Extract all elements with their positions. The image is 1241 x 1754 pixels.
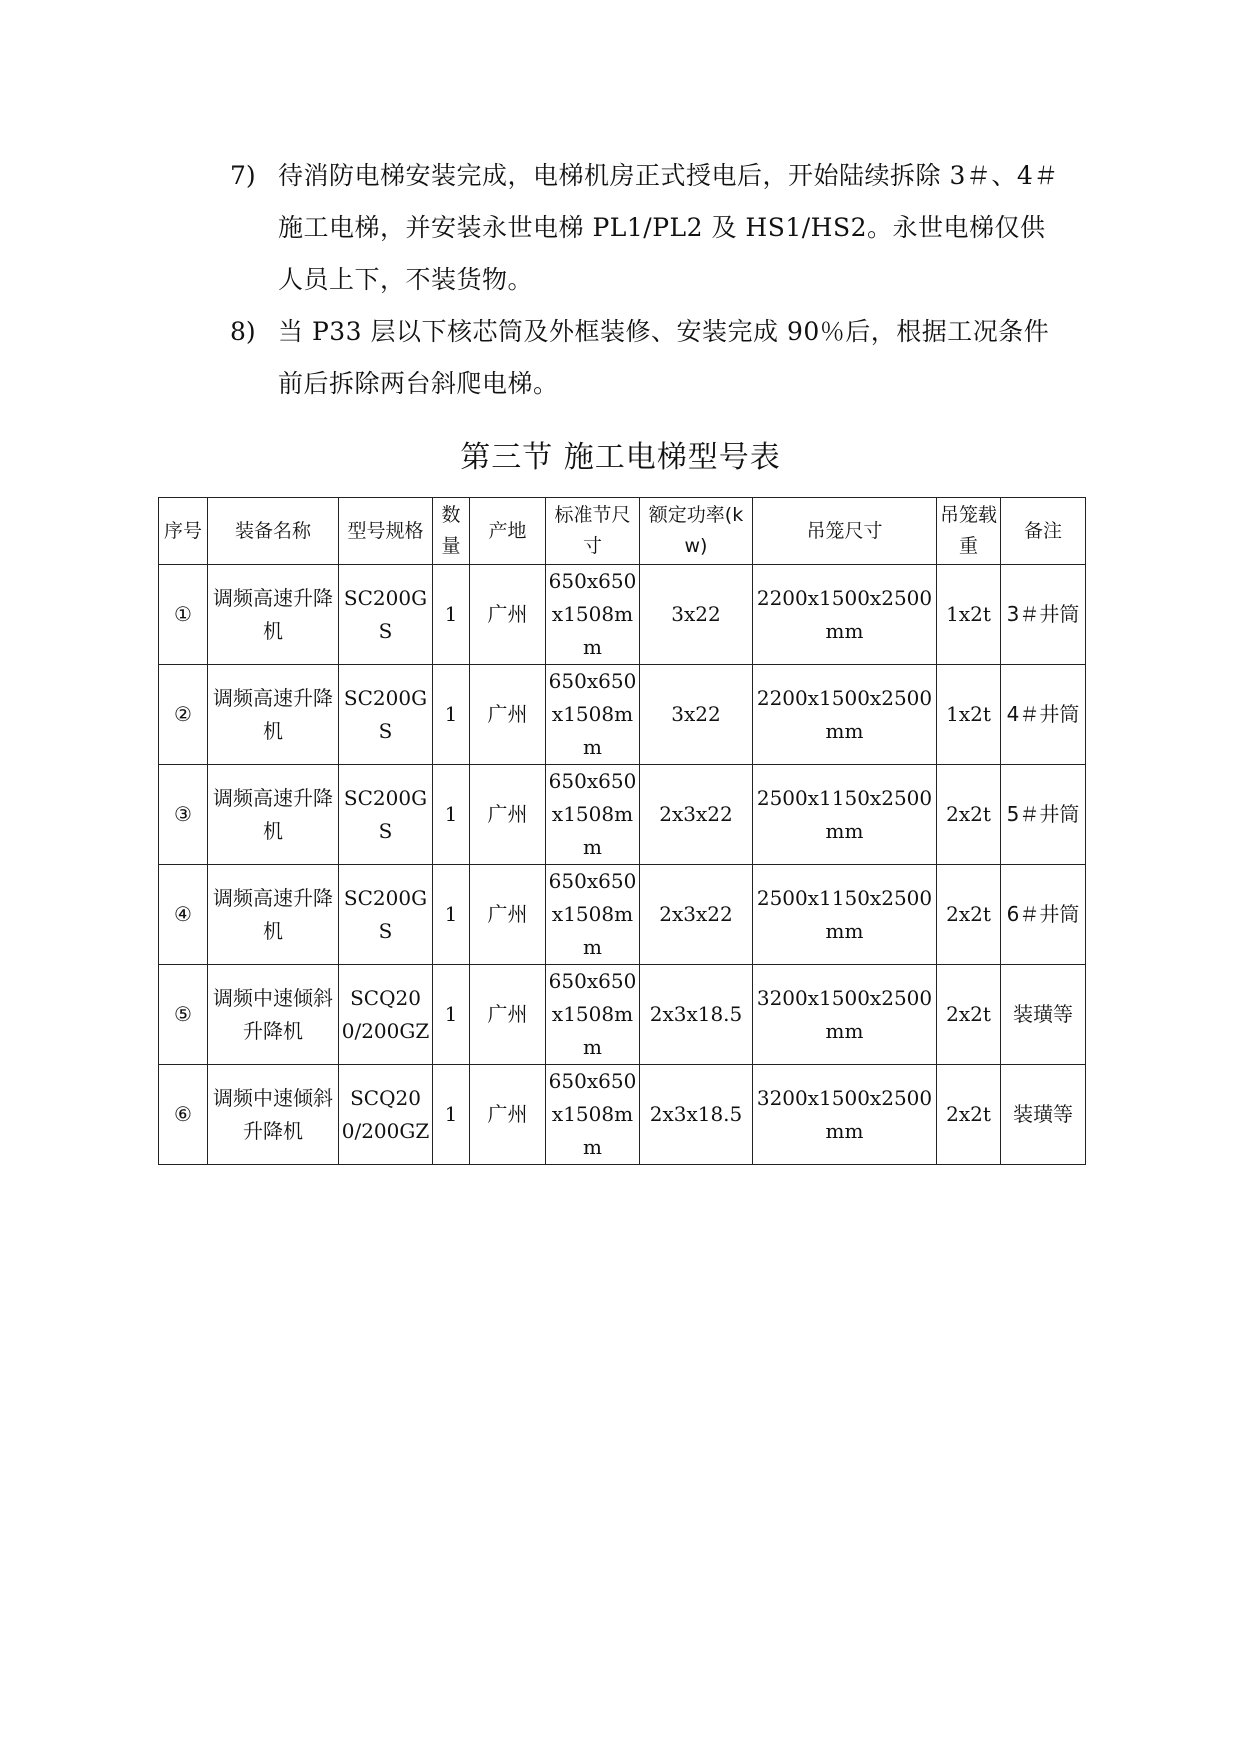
cell-cage-size: 2500x1150x2500mm — [753, 765, 937, 865]
paragraph-number: 8) — [230, 317, 256, 346]
cell-equipment-name: 调频高速升降机 — [208, 665, 339, 765]
cell-cage-load: 1x2t — [937, 665, 1001, 765]
section-title: 第三节 施工电梯型号表 — [460, 440, 781, 475]
cell-cage-size: 3200x1500x2500mm — [753, 965, 937, 1065]
cell-quantity: 1 — [433, 865, 470, 965]
cell-index: ⑥ — [159, 1065, 208, 1165]
cell-quantity: 1 — [433, 965, 470, 1065]
cell-rated-power: 2x3x22 — [640, 865, 753, 965]
header-section-size: 标准节尺寸 — [546, 498, 640, 565]
cell-origin: 广州 — [470, 565, 546, 665]
cell-equipment-name: 调频中速倾斜升降机 — [208, 965, 339, 1065]
elevator-spec-table — [158, 497, 1086, 1165]
cell-remarks: 4＃井筒 — [1001, 665, 1086, 765]
cell-rated-power: 2x3x18.5 — [640, 965, 753, 1065]
header-rated-power: 额定功率(kw) — [640, 498, 753, 565]
cell-section-size: 650x650x1508mm — [546, 565, 640, 665]
cell-equipment-name: 调频高速升降机 — [208, 565, 339, 665]
table-row — [159, 1065, 1086, 1165]
cell-cage-load: 2x2t — [937, 865, 1001, 965]
cell-model: SC200GS — [339, 765, 433, 865]
header-origin: 产地 — [470, 498, 546, 565]
cell-equipment-name: 调频高速升降机 — [208, 865, 339, 965]
cell-cage-load: 1x2t — [937, 565, 1001, 665]
cell-origin: 广州 — [470, 865, 546, 965]
cell-index: ④ — [159, 865, 208, 965]
header-model: 型号规格 — [339, 498, 433, 565]
cell-quantity: 1 — [433, 1065, 470, 1165]
cell-quantity: 1 — [433, 765, 470, 865]
cell-origin: 广州 — [470, 765, 546, 865]
cell-model: SCQ200/200GZ — [339, 965, 433, 1065]
cell-index: ③ — [159, 765, 208, 865]
cell-cage-size: 3200x1500x2500mm — [753, 1065, 937, 1165]
cell-model: SC200GS — [339, 665, 433, 765]
cell-model: SCQ200/200GZ — [339, 1065, 433, 1165]
cell-cage-load: 2x2t — [937, 765, 1001, 865]
cell-section-size: 650x650x1508mm — [546, 1065, 640, 1165]
cell-cage-size: 2500x1150x2500mm — [753, 865, 937, 965]
cell-origin: 广州 — [470, 1065, 546, 1165]
cell-section-size: 650x650x1508mm — [546, 665, 640, 765]
header-cage-load: 吊笼载重 — [937, 498, 1001, 565]
cell-cage-size: 2200x1500x2500mm — [753, 565, 937, 665]
header-cage-size: 吊笼尺寸 — [753, 498, 937, 565]
header-quantity: 数量 — [433, 498, 470, 565]
cell-quantity: 1 — [433, 665, 470, 765]
paragraph-item-7 — [230, 150, 1060, 306]
header-remarks: 备注 — [1001, 498, 1086, 565]
cell-index: ② — [159, 665, 208, 765]
cell-origin: 广州 — [470, 965, 546, 1065]
cell-remarks: 装璜等 — [1001, 965, 1086, 1065]
cell-remarks: 3＃井筒 — [1001, 565, 1086, 665]
table-row — [159, 765, 1086, 865]
paragraph-text: 待消防电梯安装完成，电梯机房正式授电后，开始陆续拆除 3＃、4＃施工电梯，并安装永世电梯 PL1/PL2 及 HS1/HS2。永世电梯仅供人员上下，不装货物。 — [278, 161, 1059, 294]
cell-cage-size: 2200x1500x2500mm — [753, 665, 937, 765]
cell-cage-load: 2x2t — [937, 965, 1001, 1065]
table-header-row — [159, 498, 1086, 565]
cell-index: ⑤ — [159, 965, 208, 1065]
cell-section-size: 650x650x1508mm — [546, 765, 640, 865]
cell-remarks: 6＃井筒 — [1001, 865, 1086, 965]
table-row — [159, 565, 1086, 665]
paragraph-item-8 — [230, 306, 1060, 410]
cell-quantity: 1 — [433, 565, 470, 665]
cell-rated-power: 3x22 — [640, 665, 753, 765]
table-row — [159, 865, 1086, 965]
cell-origin: 广州 — [470, 665, 546, 765]
cell-equipment-name: 调频高速升降机 — [208, 765, 339, 865]
cell-model: SC200GS — [339, 865, 433, 965]
cell-section-size: 650x650x1508mm — [546, 965, 640, 1065]
cell-cage-load: 2x2t — [937, 1065, 1001, 1165]
cell-rated-power: 2x3x22 — [640, 765, 753, 865]
paragraph-text: 当 P33 层以下核芯筒及外框装修、安装完成 90％后，根据工况条件前后拆除两台斜爬电梯。 — [278, 317, 1050, 398]
header-index: 序号 — [159, 498, 208, 565]
paragraph-number: 7) — [230, 161, 256, 190]
cell-index: ① — [159, 565, 208, 665]
cell-remarks: 装璜等 — [1001, 1065, 1086, 1165]
table-row — [159, 965, 1086, 1065]
cell-equipment-name: 调频中速倾斜升降机 — [208, 1065, 339, 1165]
table-row — [159, 665, 1086, 765]
cell-rated-power: 3x22 — [640, 565, 753, 665]
cell-remarks: 5＃井筒 — [1001, 765, 1086, 865]
cell-section-size: 650x650x1508mm — [546, 865, 640, 965]
header-equipment-name: 装备名称 — [208, 498, 339, 565]
cell-model: SC200GS — [339, 565, 433, 665]
cell-rated-power: 2x3x18.5 — [640, 1065, 753, 1165]
